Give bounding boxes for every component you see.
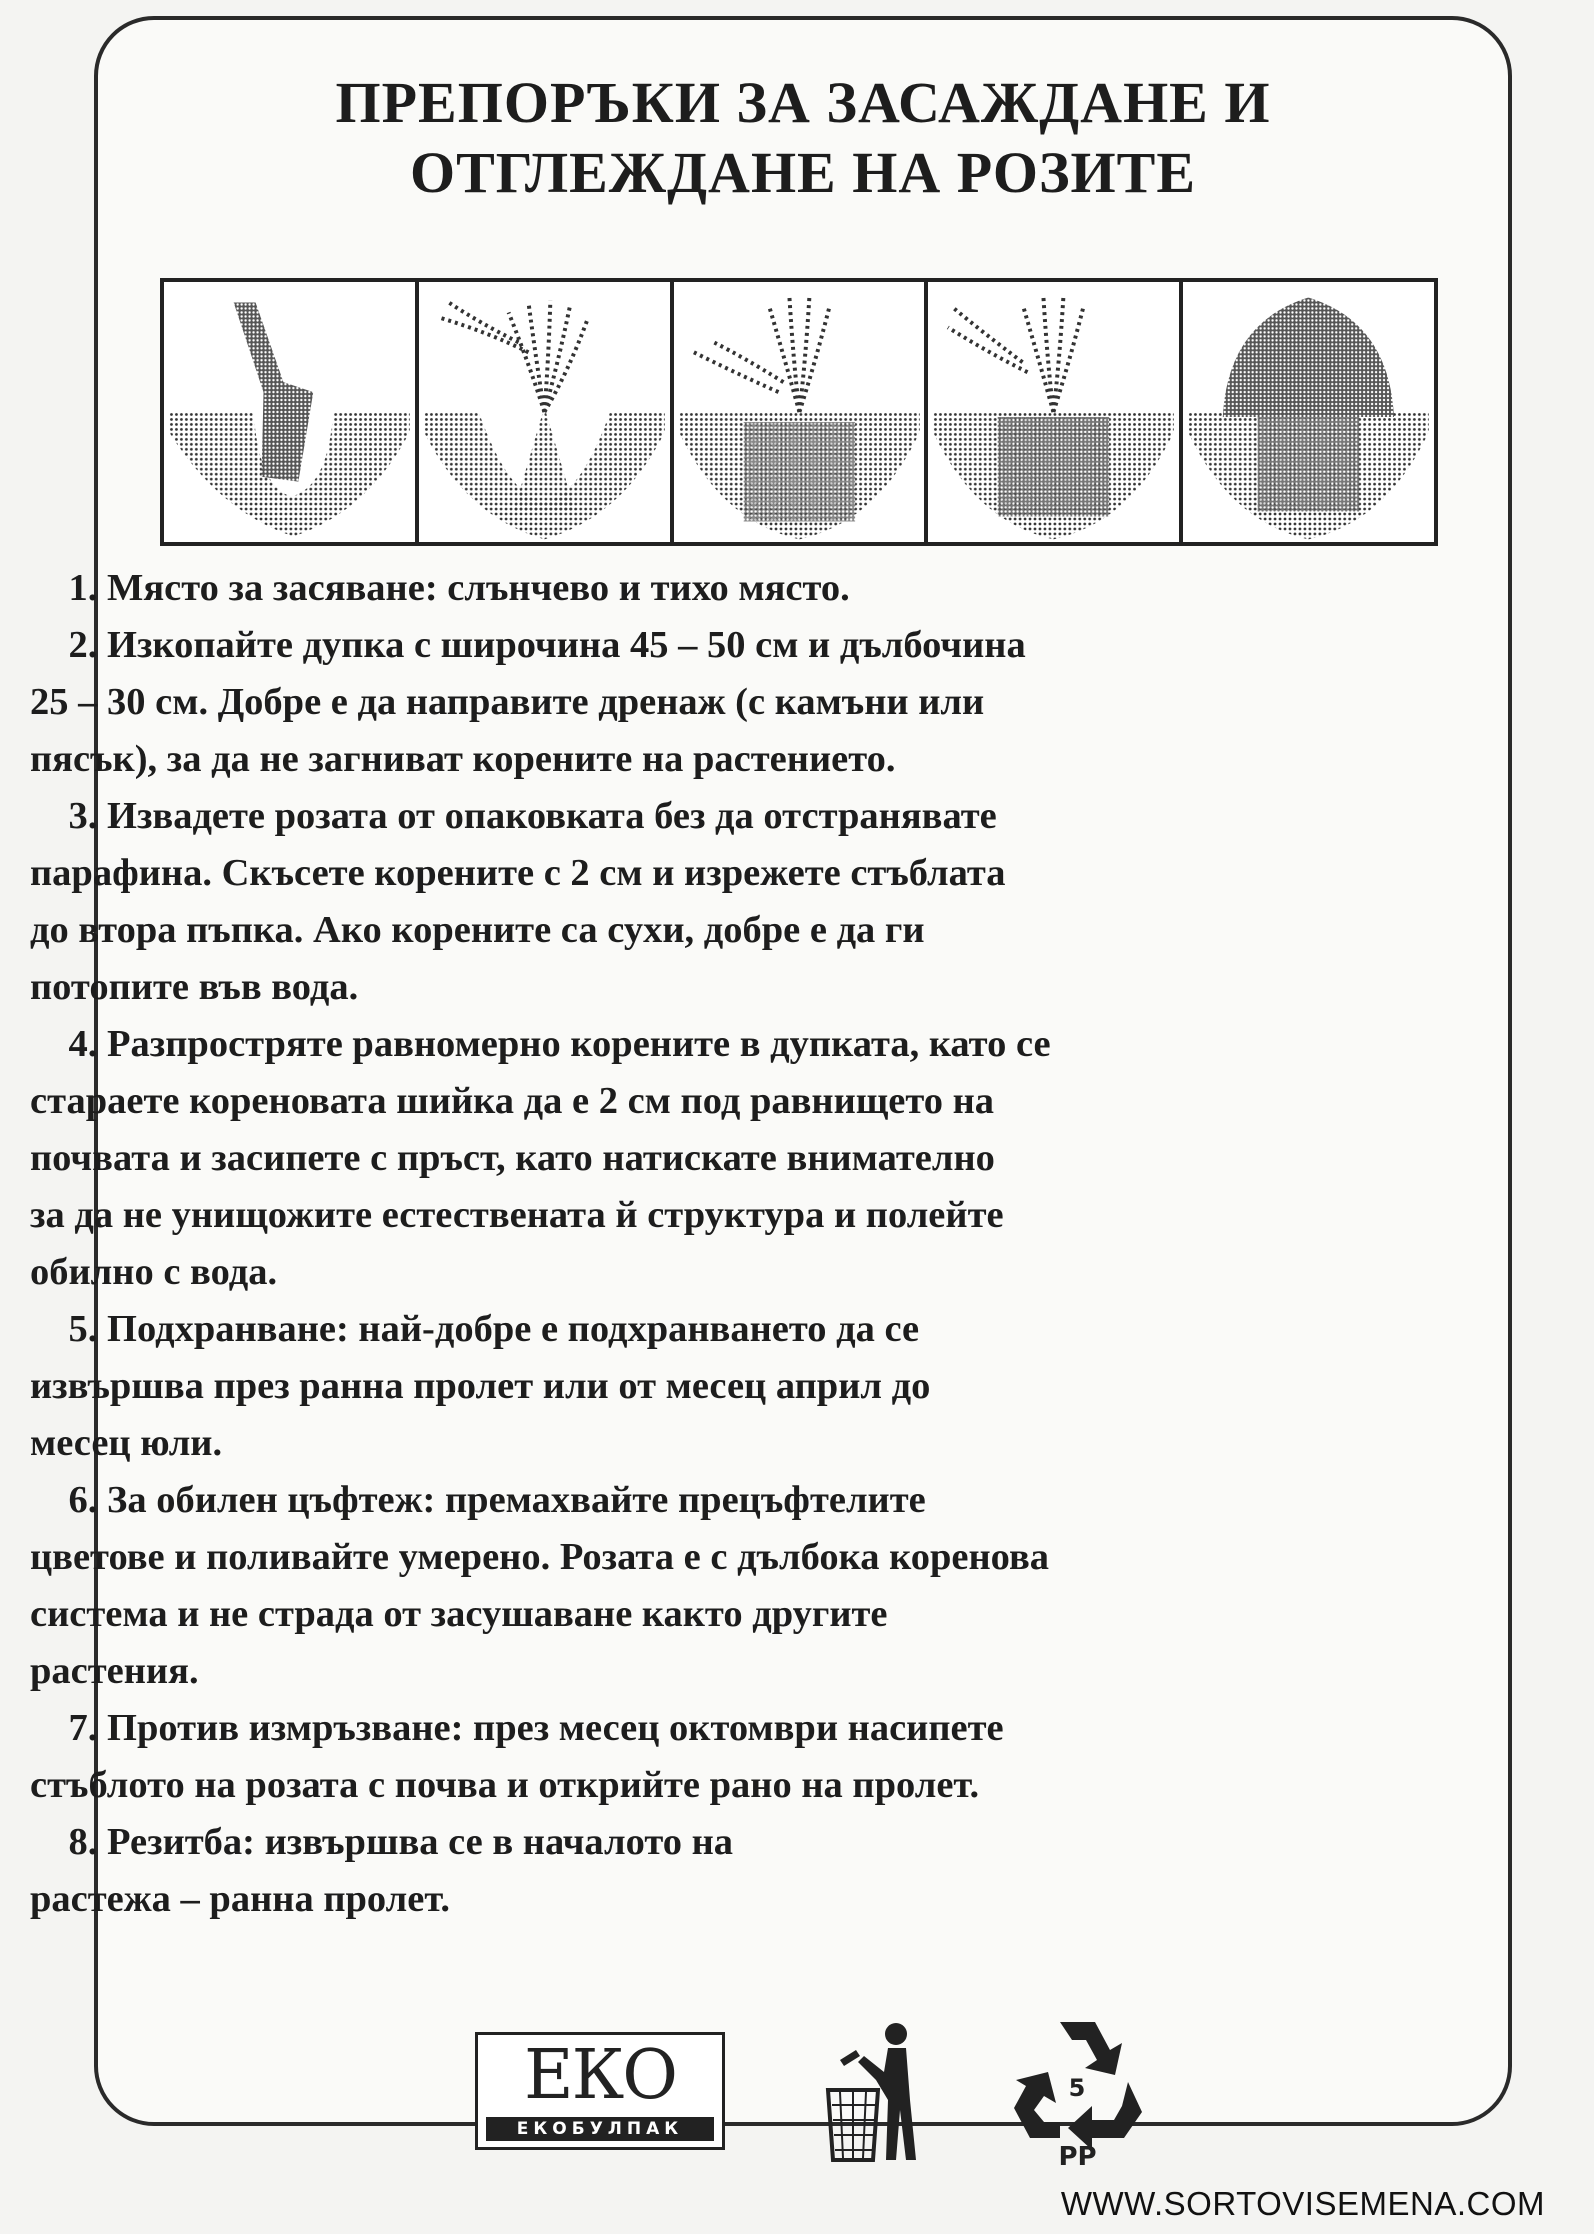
step-line: 6. За обилен цъфтеж: премахвайте прецъфтелите — [30, 1479, 926, 1521]
step-line: 8. Резитба: извършва се в началото на — [30, 1821, 734, 1863]
step-line: месец юли. — [30, 1422, 223, 1464]
title-line-1: ПРЕПОРЪКИ ЗА ЗАСАЖДАНЕ И — [335, 70, 1271, 135]
recycle-number: 5 — [1068, 2074, 1086, 2102]
step-line: 2. Изкопайте дупка с широчина 45 – 50 см и дълбочина — [30, 624, 1026, 666]
step-line: пясък), за да не загниват корените на растението. — [30, 738, 896, 780]
step-line: цветове и поливайте умерено. Розата е с дълбока коренова — [30, 1536, 1050, 1578]
eko-logo-word: ЕКО — [523, 2036, 676, 2115]
step-line: до втора пъпка. Ако корените са сухи, добре е да ги — [30, 909, 925, 951]
illustration-strip — [160, 278, 1438, 546]
step-line: парафина. Скъсете корените с 2 см и изрежете стъблата — [30, 852, 1006, 894]
website-url: WWW.SORTOVISEMENA.COM — [1060, 2185, 1545, 2222]
instruction-steps — [30, 560, 1390, 1928]
page-title — [98, 68, 1508, 208]
rose-on-soil-mound-illustration — [419, 282, 674, 542]
step-line: стъблото на розата с почва и открийте рано на пролет. — [30, 1764, 980, 1806]
step-line: старaете кореновата шийка да е 2 см под равнището на — [30, 1080, 995, 1122]
mounded-rose-illustration — [1183, 282, 1434, 542]
step-line: 25 – 30 см. Добре е да направите дренаж (с камъни или — [30, 681, 985, 723]
step-line: 3. Извадете розата от опаковката без да отстранявате — [30, 795, 997, 837]
step-line: за да не унищожите естествената й структура и полейте — [30, 1194, 1004, 1236]
step-line: 5. Подхранване: най-добре е подхранването да се — [30, 1308, 920, 1350]
step-line: почвата и засипете с пръст, като натискате внимателно — [30, 1137, 995, 1179]
step-line: 1. Място за засяване: слънчево и тихо място. — [30, 567, 850, 609]
title-line-2: ОТГЛЕЖДАНЕ НА РОЗИТЕ — [409, 140, 1197, 205]
step-line: потопите във вода. — [30, 966, 359, 1008]
ekobulpak-logo — [475, 2032, 725, 2150]
step-line: обилно с вода. — [30, 1251, 278, 1293]
step-line: 4. Разпростряте равномерно корените в дупката, като се — [30, 1023, 1051, 1065]
eko-logo-subtitle: ЕКОБУЛПАК — [486, 2117, 714, 2141]
planting-rose-illustration — [674, 282, 929, 542]
step-line: 7. Против измръзване: през месец октомври насипете — [30, 1707, 1004, 1749]
step-line: растежа – ранна пролет. — [30, 1878, 450, 1920]
step-line: растения. — [30, 1650, 199, 1692]
filling-soil-illustration — [928, 282, 1183, 542]
digging-hole-illustration — [164, 282, 419, 542]
trash-bin-icon — [818, 2020, 933, 2170]
step-line: извършва през ранна пролет или от месец април до — [30, 1365, 931, 1407]
recycle-code: PP — [1058, 2142, 1097, 2172]
step-line: система и не страда от засушаване както другите — [30, 1593, 888, 1635]
